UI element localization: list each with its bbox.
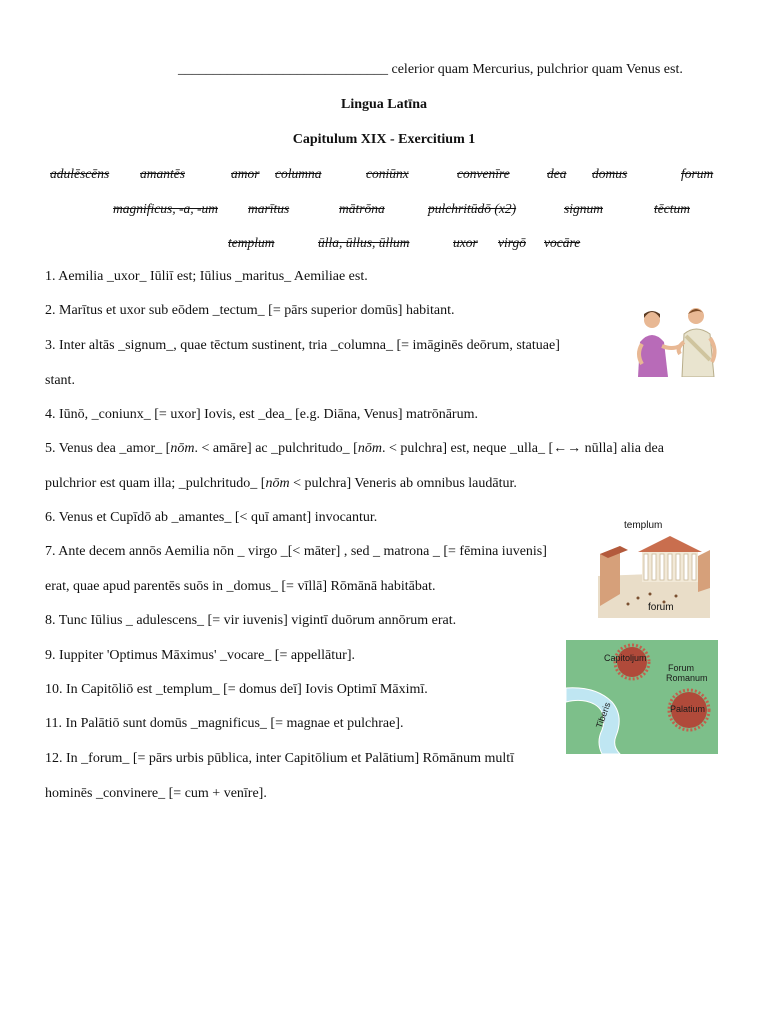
forum-map-label: Forum [668, 663, 695, 673]
word-bank-item: templum [228, 235, 275, 250]
sentence-3: 3. Inter altās _signum_, quae tēctum sustinent, tria _columna_ [= imāginēs deōrum, statuae] [45, 338, 560, 353]
temple-label: templum [624, 520, 663, 531]
sentence-12: 12. In _forum_ [= pārs urbis pūblica, inter Capitōlium et Palātium] Rōmānum multī [45, 751, 515, 766]
word-bank-item: uxor [453, 235, 478, 250]
tiberis-label: Tiberis [594, 700, 613, 730]
sentence-9: 9. Iuppiter 'Optimus Māximus' _vocare_ [= appellātur]. [45, 648, 355, 663]
sentence-5 [45, 441, 664, 457]
exercise-subtitle: Capitulum XIX - Exercitium 1 [292, 132, 476, 147]
couple-illustration [630, 302, 725, 377]
word-bank-item: magnificus, -a, -um [113, 201, 218, 216]
sentence-5-part: < pulchra] Veneris ab omnibus laudātur. [289, 476, 517, 491]
sentence-6: 6. Venus et Cupīdō ab _amantes_ [< quī amant] invocantur. [45, 510, 378, 525]
sentence-5-part: pulchrior est quam illa; _pulchritudo_ [ [45, 476, 266, 491]
sentence-5-part: . < amāre] ac _pulchritudo_ [ [194, 441, 358, 456]
word-bank-item: marītus [248, 201, 290, 216]
sentence-11: 11. In Palātiō sunt domūs _magnificus_ [= magnae et pulchrae]. [45, 716, 404, 731]
word-bank-item: vocāre [544, 235, 581, 250]
word-bank-item: virgō [498, 235, 526, 250]
page-title: Lingua Latīna [341, 97, 427, 112]
temple-forum-illustration [598, 516, 710, 618]
word-bank-item: adulēscēns [50, 166, 110, 181]
word-bank-item: pulchritūdō (x2) [428, 201, 517, 216]
word-bank-item: coniūnx [366, 166, 409, 181]
capitolium-label: Capitoljum [604, 653, 647, 663]
word-bank-item: convenīre [457, 166, 510, 181]
grammar-abbrev: nōm [170, 441, 195, 456]
sentence-7: 7. Ante decem annōs Aemilia nōn _ virgo _[< māter] , sed _ matrona _ [= fēmina iuvenis] [45, 544, 547, 559]
sentence-1: 1. Aemilia _uxor_ Iūliī est; Iūlius _maritus_ Aemiliae est. [45, 269, 368, 284]
word-bank-item: dea [547, 166, 567, 181]
sentence-4: 4. Iūnō, _coniunx_ [= uxor] Iovis, est _dea_ [e.g. Diāna, Venus] matrōnārum. [45, 407, 478, 422]
word-bank-item: domus [592, 166, 628, 181]
word-bank-item: amor [231, 166, 260, 181]
word-bank-item: tēctum [654, 201, 690, 216]
word-bank-item: forum [681, 166, 714, 181]
word-bank-item: columna [275, 166, 322, 181]
sentence-5-cont [45, 476, 517, 492]
word-bank-item: ūlla, ūllus, ūllum [318, 235, 410, 250]
sentence-8: 8. Tunc Iūlius _ adulescens_ [= vir iuvenis] vigintī duōrum annōrum erat. [45, 613, 457, 628]
romanum-map-label: Romanum [666, 673, 708, 683]
intro-text: celerior quam Mercurius, pulchrior quam Venus est. [388, 62, 683, 77]
grammar-abbrev: nōm [357, 441, 382, 456]
word-bank-item: amantēs [140, 166, 185, 181]
palatium-label: Palatium [670, 704, 706, 714]
sentence-7-cont: erat, quae apud parentēs suōs in _domus_ [= vīllā] Rōmānā habitābat. [45, 579, 436, 594]
sentence-2: 2. Marītus et uxor sub eōdem _tectum_ [= pārs superior domūs] habitant. [45, 303, 455, 318]
sentence-5-part: . < pulchra] est, neque _ulla_ [←→ nūlla] alia dea [381, 441, 664, 456]
grammar-abbrev: nōm [265, 476, 290, 491]
word-bank-item: mātrōna [339, 201, 385, 216]
sentence-12-cont: hominēs _convinere_ [= cum + venīre]. [45, 786, 267, 801]
answer-blank: ______________________________ [178, 62, 388, 77]
word-bank-item: signum [564, 201, 604, 216]
sentence-10: 10. In Capitōliō est _templum_ [= domus deī] Iovis Optimī Māximī. [45, 682, 428, 697]
sentence-3-cont: stant. [45, 373, 75, 388]
rome-map [566, 640, 718, 754]
intro-sentence [178, 62, 683, 78]
sentence-5-part: 5. Venus dea _amor_ [ [45, 441, 171, 456]
forum-label: forum [648, 602, 674, 613]
